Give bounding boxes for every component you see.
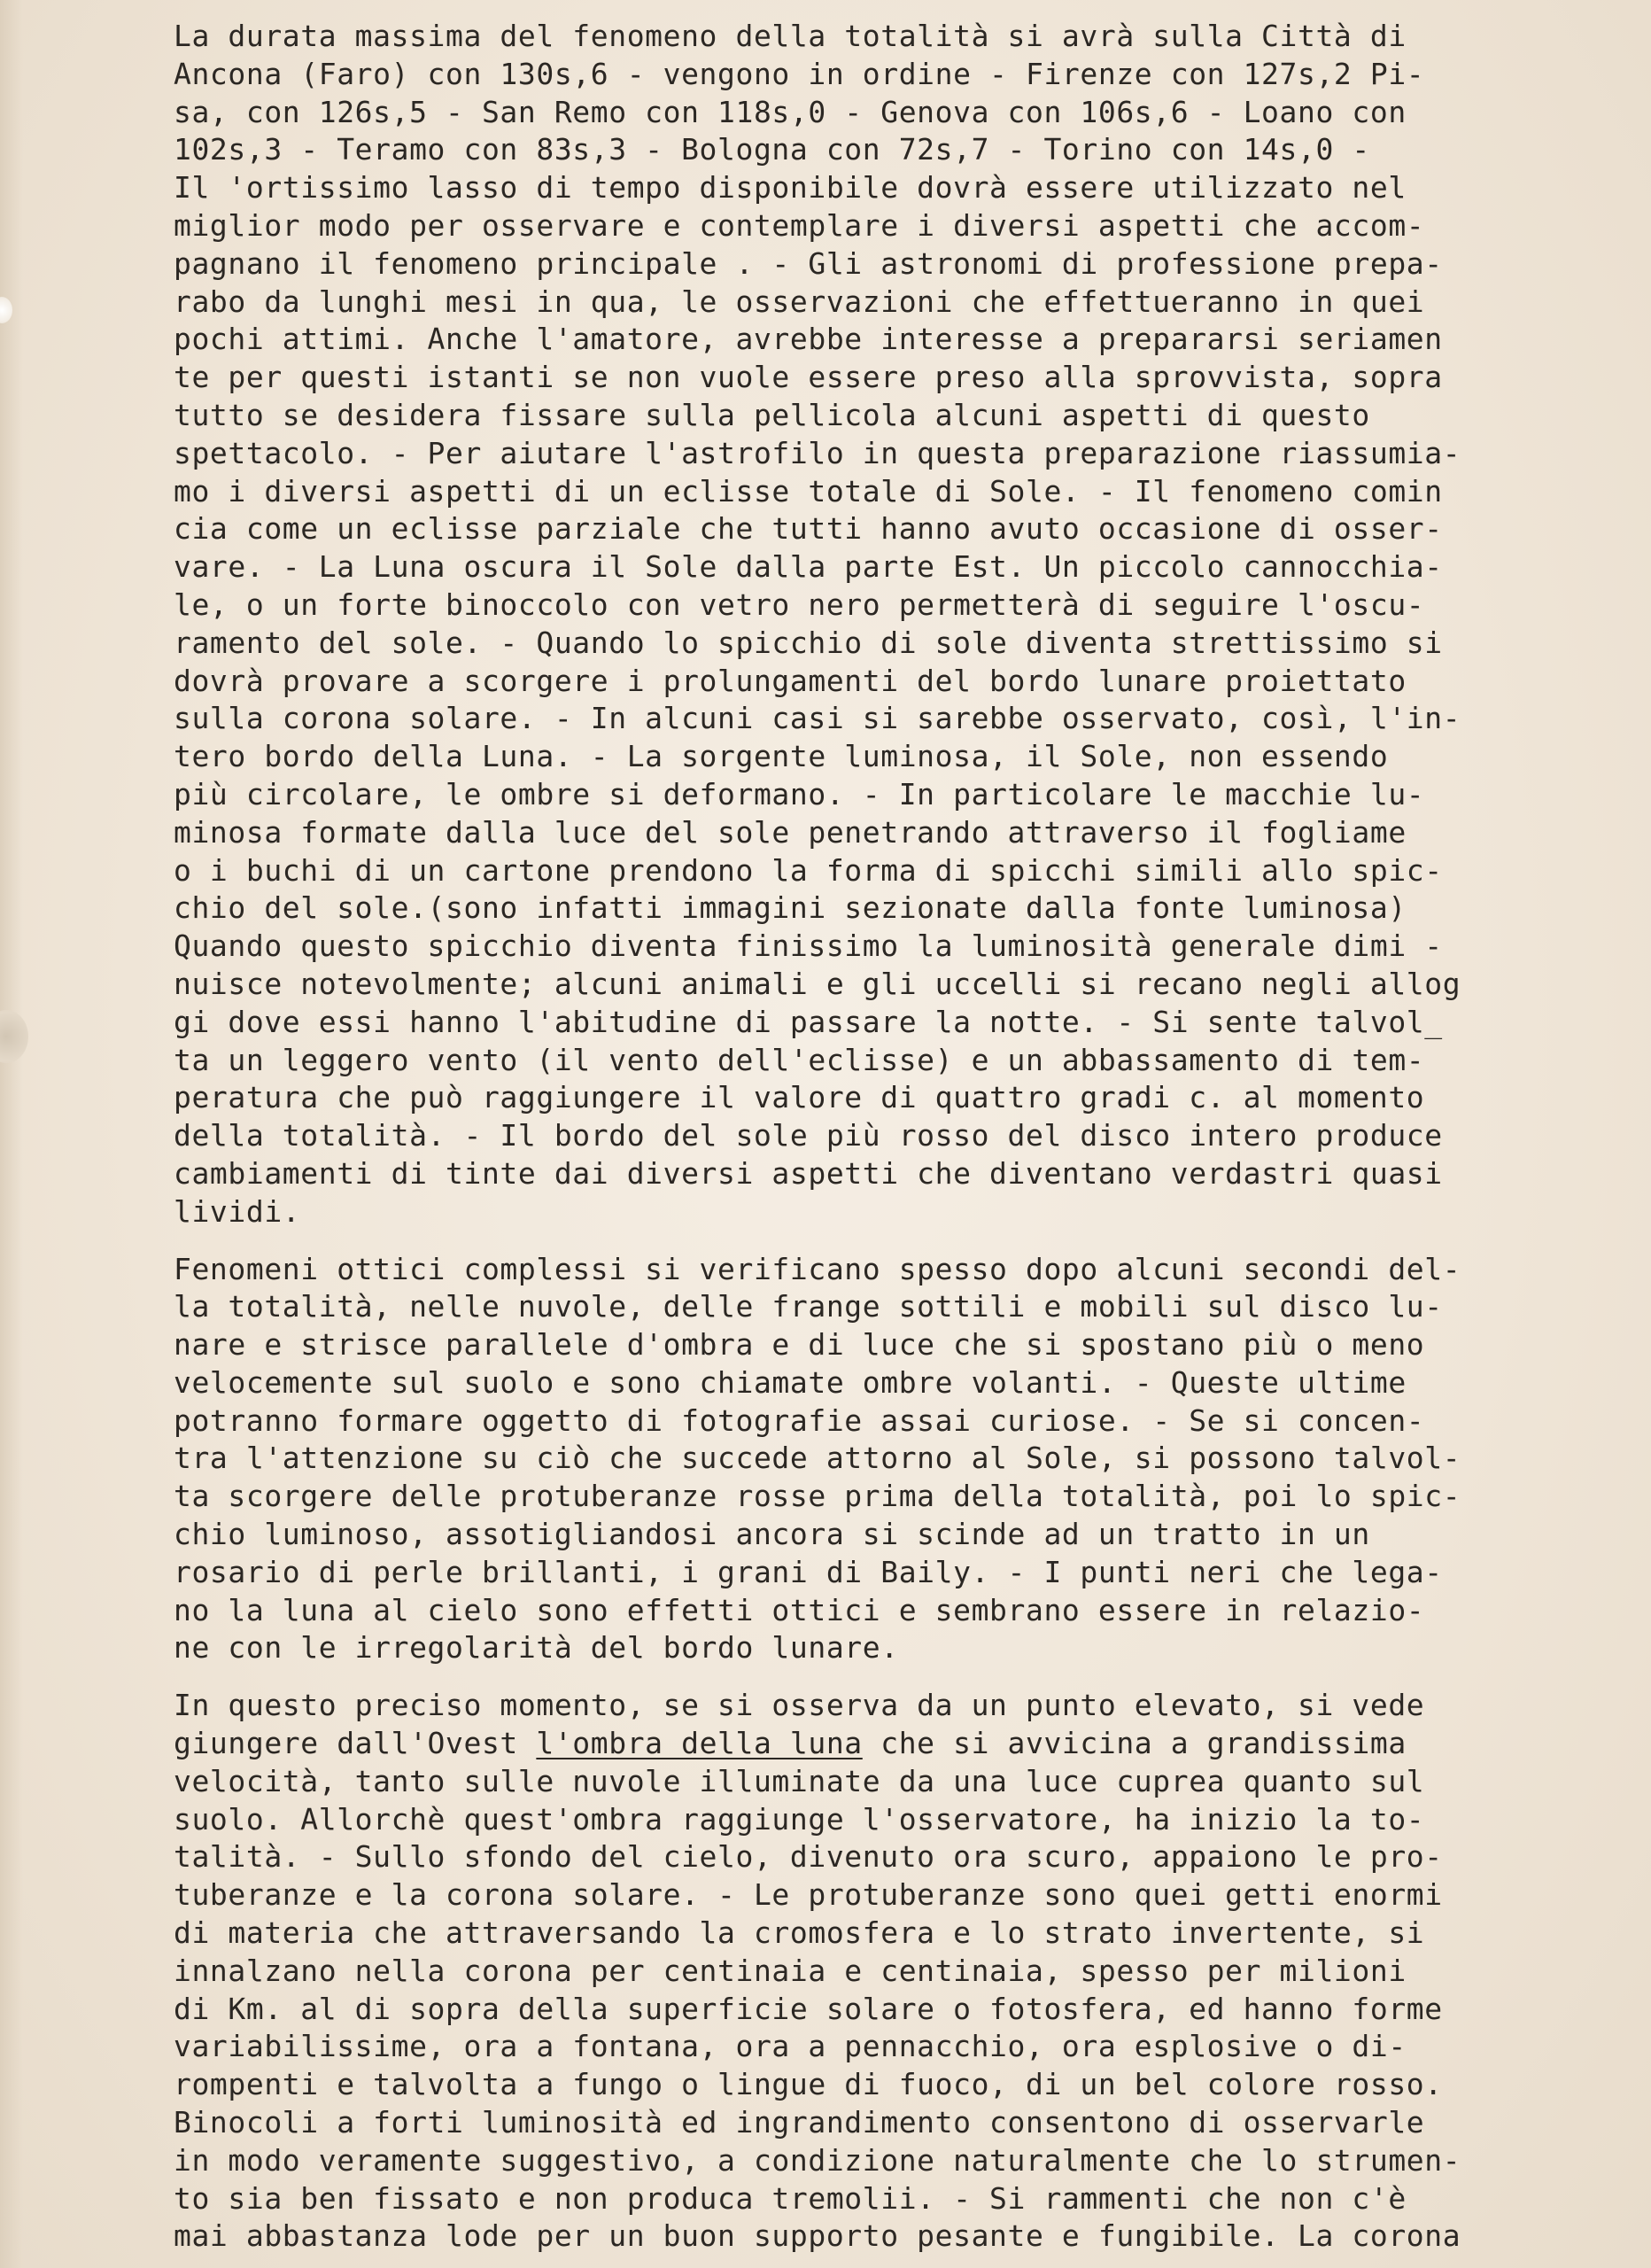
text-line: In questo preciso momento, se si osserva da un punto elevato, si vede xyxy=(174,1688,1425,1723)
text-line: cia come un eclisse parziale che tutti hanno avuto occasione di osser- xyxy=(174,511,1443,547)
text-line: giungere dall'Ovest l'ombra della luna che si avvicina a grandissima xyxy=(174,1726,1407,1761)
text-line: sulla corona solare. - In alcuni casi si sarebbe osservato, così, l'in- xyxy=(174,701,1461,736)
underlined-phrase: l'ombra della luna xyxy=(536,1726,863,1761)
text-line: rompenti e talvolta a fungo o lingue di fuoco, di un bel colore rosso. xyxy=(174,2067,1443,2102)
text-line: Ancona (Faro) con 130s,6 - vengono in ordine - Firenze con 127s,2 Pi- xyxy=(174,56,1425,91)
text-line: chio luminoso, assotigliandosi ancora si scinde ad un tratto in un xyxy=(174,1517,1370,1552)
text-line: tero bordo della Luna. - La sorgente luminosa, il Sole, non essendo xyxy=(174,739,1389,774)
text-line: della totalità. - Il bordo del sole più rosso del disco intero produce xyxy=(174,1118,1443,1153)
text-line: velocemente sul suolo e sono chiamate ombre volanti. - Queste ultime xyxy=(174,1364,1407,1400)
text-line: tra l'attenzione su ciò che succede attorno al Sole, si possono talvol- xyxy=(174,1441,1461,1476)
text-line: mai abbastanza lode per un buon supporto pesante e fungibile. La corona xyxy=(174,2218,1461,2254)
text-line: in modo veramente suggestivo, a condizione naturalmente che lo strumen- xyxy=(174,2142,1461,2178)
paragraph xyxy=(174,1251,1600,1668)
text-line: le, o un forte binoccolo con vetro nero permetterà di seguire l'oscu- xyxy=(174,586,1425,622)
paragraph xyxy=(174,1687,1600,2256)
page-edge-shadow xyxy=(0,0,23,2268)
text-line: Binocoli a forti luminosità ed ingrandimento consentono di osservarle xyxy=(174,2105,1425,2140)
text-line: o i buchi di un cartone prendono la forma di spicchi simili allo spic- xyxy=(174,852,1443,888)
text-line: ramento del sole. - Quando lo spicchio di sole diventa strettissimo si xyxy=(174,625,1443,660)
text-line: innalzano nella corona per centinaia e centinaia, spesso per milioni xyxy=(174,1953,1407,1988)
text-line: dovrà provare a scorgere i prolungamenti del bordo lunare proiettato xyxy=(174,663,1407,698)
binder-hole xyxy=(0,1010,28,1063)
text-line: ta un leggero vento (il vento dell'eclisse) e un abbassamento di tem- xyxy=(174,1042,1425,1077)
text-line: peratura che può raggiungere il valore di quattro gradi c. al momento xyxy=(174,1080,1425,1115)
text-line: nare e strisce parallele d'ombra e di luce che si spostano più o meno xyxy=(174,1327,1425,1363)
text-line: pochi attimi. Anche l'amatore, avrebbe interesse a prepararsi seriamen xyxy=(174,322,1443,357)
text-line: Quando questo spicchio diventa finissimo la luminosità generale dimi - xyxy=(174,928,1443,964)
text-line: mo i diversi aspetti di un eclisse totale di Sole. - Il fenomeno comin xyxy=(174,473,1443,509)
text-line: rabo da lunghi mesi in qua, le osservazioni che effettueranno in quei xyxy=(174,284,1425,319)
text-line: nuisce notevolmente; alcuni animali e gli uccelli si recano negli allog xyxy=(174,966,1461,1001)
text-line: potranno formare oggetto di fotografie assai curiose. - Se si concen- xyxy=(174,1402,1425,1438)
text-line: variabilissime, ora a fontana, ora a pennacchio, ora esplosive o di- xyxy=(174,2029,1407,2064)
text-line: di Km. al di sopra della superficie solare o fotosfera, ed hanno forme xyxy=(174,1991,1443,2026)
text-line: Il 'ortissimo lasso di tempo disponibile dovrà essere utilizzato nel xyxy=(174,170,1407,206)
text-line: no la luna al cielo sono effetti ottici e sembrano essere in relazio- xyxy=(174,1592,1425,1627)
text-line: miglior modo per osservare e contemplare i diversi aspetti che accom- xyxy=(174,207,1425,243)
text-line: tutto se desidera fissare sulla pellicola alcuni aspetti di questo xyxy=(174,397,1370,432)
text-line: rosario di perle brillanti, i grani di Baily. - I punti neri che lega- xyxy=(174,1554,1443,1589)
text-line: sa, con 126s,5 - San Remo con 118s,0 - Genova con 106s,6 - Loano con xyxy=(174,94,1407,129)
text-line: la totalità, nelle nuvole, delle frange sottili e mobili sul disco lu- xyxy=(174,1289,1443,1324)
text-line: to sia ben fissato e non produca tremolii. - Si rammenti che non c'è xyxy=(174,2180,1407,2216)
text-line: di materia che attraversando la cromosfera e lo strato invertente, si xyxy=(174,1915,1425,1951)
text-line: più circolare, le ombre si deformano. - In particolare le macchie lu- xyxy=(174,776,1425,812)
document-body xyxy=(174,18,1600,2256)
text-line: tuberanze e la corona solare. - Le protuberanze sono quei getti enormi xyxy=(174,1877,1443,1913)
text-line: 102s,3 - Teramo con 83s,3 - Bologna con 72s,7 - Torino con 14s,0 - xyxy=(174,132,1370,167)
text-line: spettacolo. - Per aiutare l'astrofilo in questa preparazione riassumia- xyxy=(174,435,1461,470)
text-line: te per questi istanti se non vuole essere preso alla sprovvista, sopra xyxy=(174,360,1443,395)
text-line: gi dove essi hanno l'abitudine di passare la notte. - Si sente talvol_ xyxy=(174,1004,1443,1039)
text-line: vare. - La Luna oscura il Sole dalla parte Est. Un piccolo cannocchia- xyxy=(174,549,1443,585)
text-line: La durata massima del fenomeno della totalità si avrà sulla Città di xyxy=(174,19,1407,53)
text-line: pagnano il fenomeno principale . - Gli astronomi di professione prepa- xyxy=(174,245,1443,281)
text-line: lividi. xyxy=(174,1193,301,1229)
text-line: Fenomeni ottici complessi si verificano spesso dopo alcuni secondi del- xyxy=(174,1251,1461,1286)
text-line: minosa formate dalla luce del sole penetrando attraverso il fogliame xyxy=(174,814,1407,850)
text-line: cambiamenti di tinte dai diversi aspetti che diventano verdastri quasi xyxy=(174,1155,1443,1191)
paragraph xyxy=(174,18,1600,1231)
text-line: velocità, tanto sulle nuvole illuminate da una luce cuprea quanto sul xyxy=(174,1763,1425,1798)
text-line: talità. - Sullo sfondo del cielo, divenuto ora scuro, appaiono le pro- xyxy=(174,1839,1443,1875)
text-line: ne con le irregolarità del bordo lunare. xyxy=(174,1630,899,1666)
text-line: suolo. Allorchè quest'ombra raggiunge l'osservatore, ha inizio la to- xyxy=(174,1801,1425,1837)
text-line: chio del sole.(sono infatti immagini sezionate dalla fonte luminosa) xyxy=(174,890,1407,926)
text-line: ta scorgere delle protuberanze rosse prima della totalità, poi lo spic- xyxy=(174,1479,1461,1514)
